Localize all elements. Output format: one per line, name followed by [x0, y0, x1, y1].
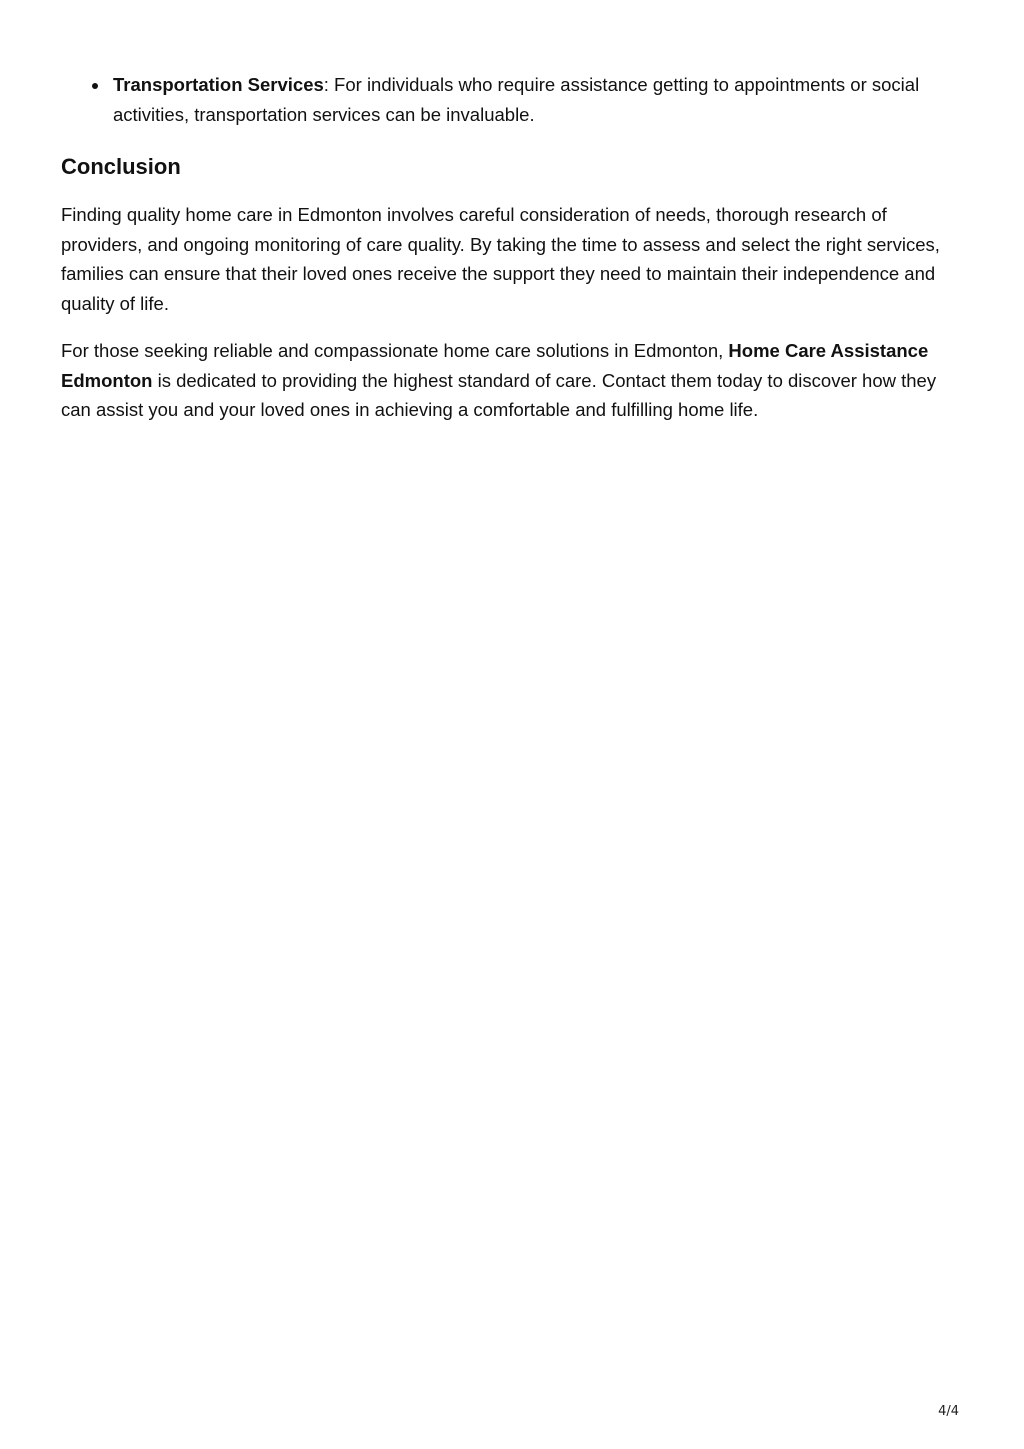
- services-list: [61, 70, 961, 129]
- page-number: 4/4: [938, 1404, 959, 1419]
- section-heading-conclusion: Conclusion: [61, 154, 181, 179]
- list-item-transportation: [61, 70, 961, 129]
- conclusion-paragraph-1: Finding quality home care in Edmonton involves careful consideration of needs, thorough research of providers, and ongoing monitoring of care quality. By taking the time to assess and select the right services, families can ensure that their loved ones receive the support they need to maintain their independence and quality of life.: [61, 204, 940, 314]
- paragraph-text-after: is dedicated to providing the highest standard of care. Contact them today to discover how they can assist you and your loved ones in achieving a comfortable and fulfilling home life.: [61, 369, 937, 420]
- document-page: [61, 70, 961, 425]
- paragraph-text-before: For those seeking reliable and compassionate home care solutions in Edmonton,: [61, 340, 729, 361]
- company-name: Home Care Assistance Edmonton: [61, 340, 929, 391]
- list-item-text: : For individuals who require assistance getting to appointments or social activities, transportation services can be invaluable.: [113, 74, 920, 125]
- conclusion-paragraph-2: [61, 336, 961, 425]
- bullet-icon: [92, 83, 98, 89]
- list-item-term: Transportation Services: [113, 74, 324, 95]
